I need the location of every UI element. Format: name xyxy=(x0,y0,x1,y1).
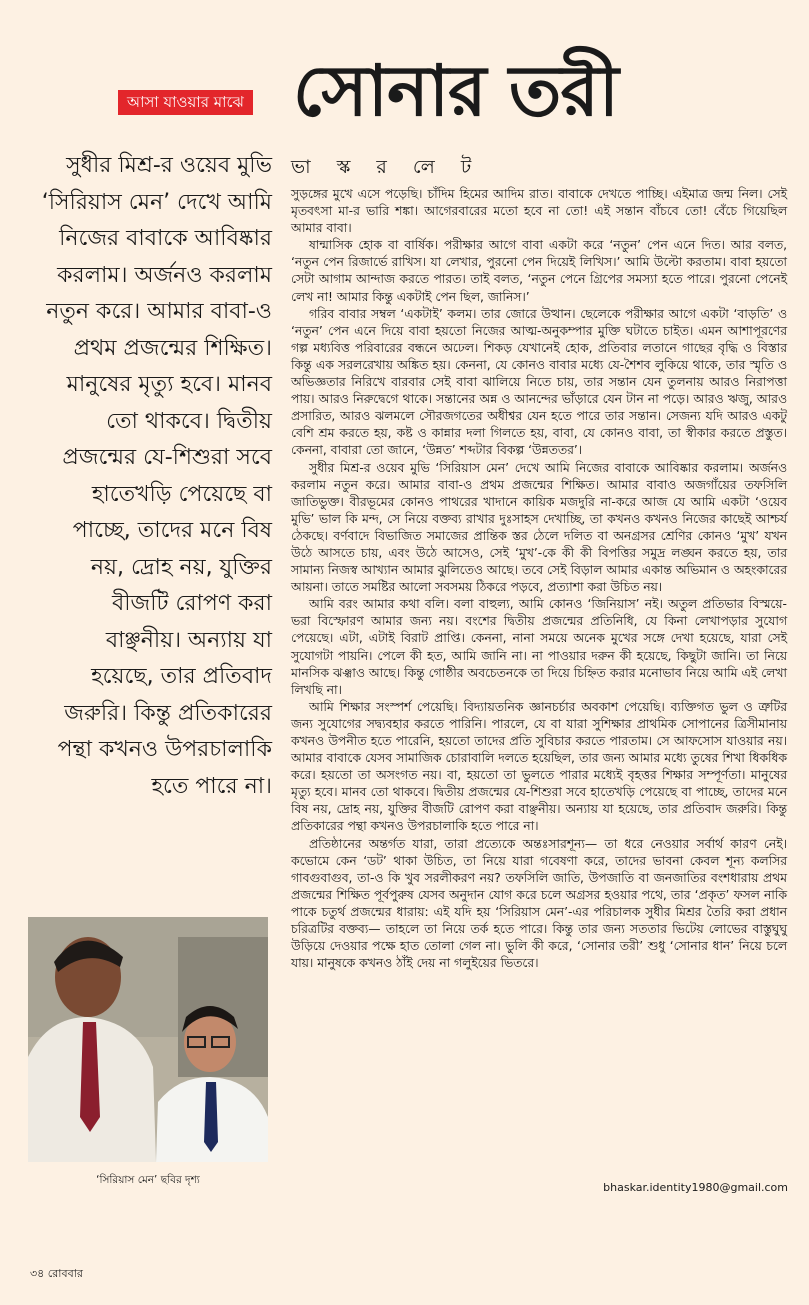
article-title: সোনার তরী xyxy=(293,49,618,132)
paragraph: ষান্মাসিক হোক বা বার্ষিক। পরীক্ষার আগে বাবা একটা করে ‘নতুন’ পেন এনে দিত। আর বলত, ‘নতুন পেন রিজার্ভে রাখিস। যা লেখার, পুরনো পেন দিয়েই লিখিস।’ আমি উল্টো করতাম। বাবা হয়তো সেটা আগাম আন্দাজ করতে পারত। তাই বলত, ‘নতুন পেনে গ্রিপের সমস্যা হতে পারে। পুরনো পেনেই লেখ না! আমার কিন্তু একটাই পেন ছিল, জানিস।’ xyxy=(291,238,787,304)
film-still-photo xyxy=(28,917,268,1162)
author-byline: ভা স্ক র লে ট xyxy=(291,156,482,178)
paragraph: সুধীর মিশ্র-র ওয়েব মুভি ‘সিরিয়াস মেন’ দেখে আমি নিজের বাবাকে আবিষ্কার করলাম। অর্জনও করলাম নতুন করে। আমার বাবা-ও প্রথম প্রজন্মের শিক্ষিত। আমার বাবাও অজগাঁয়ের তফসিলি জাতিভুক্ত। বীরভূমের কোনও পাথরের খাদানে কায়িক মজদুরি না-করে আজ যে আমি একটা ‘ওয়েব মুভি’ ভাল কি মন্দ, সে নিয়ে বক্তব্য রাখার দুঃসাহস দেখাচ্ছি, তা কখনও কখনও নিজের কাছেই আশ্চর্য ঠেকছে। বর্ণবাদে বিভাজিত সমাজের প্রান্তিক স্তর ঠেলে দলিত বা অনগ্রসর শ্রেণির কোনও ‘মুখ’ যখন উঠে আসতে চায়, এবং উঠে আসেও, সেই ‘মুখ’-কে কী কী বিপত্তির সমুদ্র লঙ্ঘন করতে হয়, তার সামান্য নিজস্ব আখ্যান আমার ঝুলিতেও আছে। তবে সেই বিড়াল আমার একান্ত অভিমান ও অহংকারের আয়না। তাতে সমষ্টির আলো সবসময় ঠিকরে পড়বে, প্রত্যাশা করা উচিত নয়। xyxy=(291,460,787,595)
section-tag: আসা যাওয়ার মাঝে xyxy=(118,90,253,115)
paragraph: সুড়ঙ্গের মুখে এসে পড়েছি। চাঁদিম হিমের আদিম রাত। বাবাকে দেখতে পাচ্ছি। এইমাত্র জন্ম নিল। সেই মৃতবৎসা মা-র ভারি শঙ্কা। আগেরবারের মতো হবে না তো! এই সন্তান বাঁচবে তো! বেঁচে গিয়েছিল আমার বাবা। xyxy=(291,187,787,236)
pull-quote: সুধীর মিশ্র-র ওয়েব মুভি ‘সিরিয়াস মেন’ দেখে আমি নিজের বাবাকে আবিষ্কার করলাম। অর্জনও করলাম নতুন করে। আমার বাবা-ও প্রথম প্রজন্মের শিক্ষিত। মানুষের মৃত্যু হবে। মানব তো থাকবে। দ্বিতীয় প্রজন্মের যে-শিশুরা সবে হাতেখড়ি পেয়েছে বা পাচ্ছে, তাদের মনে বিষ নয়, দ্রোহ নয়, যুক্তির বীজটি রোপণ করা বাঞ্ছনীয়। অন্যায় যা হয়েছে, তার প্রতিবাদ জরুরি। কিন্তু প্রতিকারের পন্থা কখনও উপরচালাকি হতে পারে না। xyxy=(41,153,272,799)
article-body xyxy=(291,186,787,972)
paragraph: আমি শিক্ষার সংস্পর্শ পেয়েছি। বিদ্যায়তনিক জ্ঞানচর্চার অবকাশ পেয়েছি। ব্যক্তিগত ভুল ও ত্রুটির জন্য সুযোগের সদ্ব্যবহার করতে পারিনি। পারলে, যে বা যারা সুশিক্ষার প্রাথমিক সোপানের ত্রিসীমানায় কখনও উপনীত হতে পারেনি, হয়তো তাদের প্রতি সুবিচার করতে পারতাম। সে আফসোস যাওয়ার নয়। আমার বাবাকে যেসব সামাজিক চোরাবালি দলতে হয়েছিল, তার জন্য আমার মধ্যে তুষের শিখা ধিকধিক করে। হয়তো তা অসংগত নয়। বা, হয়তো তা ভুলতে পারার মধ্যেই বৃহত্তর শিক্ষার সম্পূর্ণতা। মানুষের মৃত্যু হবে। মানব তো থাকবে। দ্বিতীয় প্রজন্মের যে-শিশুরা সবে হাতেখড়ি পেয়েছে বা পাচ্ছে, তাদের মনে বিষ নয়, দ্রোহ নয়, যুক্তির বীজটি রোপণ করা বাঞ্ছনীয়। অন্যায় যা হয়েছে, তার প্রতিবাদ জরুরি। কিন্তু প্রতিকারের পন্থা কখনও উপরচালাকি হতে পারে না। xyxy=(291,699,787,834)
paragraph: গরিব বাবার সম্বল ‘একটাই’ কলম। তার জোরে উত্থান। ছেলেকে পরীক্ষার আগে একটা ‘বাড়তি’ ও ‘নতুন’ পেন এনে দিয়ে বাবা হয়তো নিজের আত্ম-অনুকম্পার মুক্তি ঘটাতে চাইত। এমন আশাপূরণের গল্প মধ্যবিত্ত পরিবারের বন্ধনে অঢেল। শিকড় যেখানেই হোক, প্রতিবার লতানে গাছের বৃদ্ধি ও বিস্তার কিন্তু এক সরলরেখায় অঙ্কিত হয়। কেননা, যে কোনও বাবার মধ্যে যে-শৈশব লুকিয়ে থাকে, তার স্মৃতি ও অভিজ্ঞতার নিরিখে বারবার সেই বাবা ঝালিয়ে নিতে চায়, তার সন্তান যেন তুলনায় আরও নিরাপত্তা পায়। আরও নিরুদ্বেগে থাকে। সন্তানের অন্ন ও আনন্দের ভাঁড়ারে যেন টান না পড়ে। আরও ঋজু, আরও প্রসারিত, আরও ঝলমলে সৌরজগতের অধীশ্বর যেন হতে পারে তার সন্তান। সেজন্য যদি আরও একটু বেশি শ্রম করতে হয়, কষ্ট ও কান্নার দলা গিলতে হয়, বাবা, যে কোনও বাবা, তা স্বীকার করতে প্রস্তুত। কেননা, বাবারা তো জানে, ‘উন্নত’ শব্দটার বিকল্প ‘উন্নততর’। xyxy=(291,306,787,458)
page-folio: ৩৪ রোববার xyxy=(30,1267,83,1280)
paragraph: প্রতিষ্ঠানের অন্তর্গত যারা, তারা প্রত্যেকে অন্তঃসারশূন্য— তা ধরে নেওয়ার সর্বার্থ কারণ নেই। কভোমে কেন ‘ডট’ থাকা উচিত, তা নিয়ে যারা গবেষণা করে, তাদের ভাবনা কেবল শূন্য কলসির গাবগুবাগুব, তা-ও কি খুব সরলীকরণ নয়? তফসিলি জাতি, উপজাতি বা জনজাতির বংশধারায় প্রথম প্রজন্মের শিক্ষিত পূর্বপুরুষ যেসব অনুদান যোগ করে চলে অগ্রসর হওয়ার পথে, তার ‘প্রকৃত’ ফসল নাকি পাকে চতুর্থ প্রজন্মের ধারায়: এই যদি হয় ‘সিরিয়াস মেন’-এর পরিচালক সুধীর মিশ্রর তৈরি করা প্রধান চরিত্রটির বক্তব্য— তাহলে তা নিয়ে তর্ক হতে পারে। কিন্তু তার জন্য সততার ভিটেয় লোভের বাস্তুঘুঘু উড়িয়ে দেওয়ার পক্ষে হাত তোলা গেল না। ভুলি কী করে, ‘সোনার তরী’ শুধু ‘সোনার ধান’ নিয়ে চলে যায়। মানুষকে কখনও ঠাঁই দেয় না গলুইয়ের ভিতরে। xyxy=(291,836,787,971)
photo-caption: ‘সিরিয়াস মেন’ ছবির দৃশ্য xyxy=(96,1174,200,1186)
author-email: bhaskar.identity1980@gmail.com xyxy=(603,1181,788,1194)
paragraph: আমি বরং আমার কথা বলি। বলা বাহুল্য, আমি কোনও ‘জিনিয়াস’ নই। অতুল প্রতিভার বিস্ময়ে-ভরা বিস্ফোরণ আমার জন্য নয়। বংশের দ্বিতীয় প্রজন্মের প্রতিনিধি, যে কিনা লেখাপড়ার সুযোগ পেয়েছে। এটা, এটাই বিরাট প্রাপ্তি। কেননা, নানা সময়ে অনেক মুখের সঙ্গে দেখা হয়েছে, যারা সেই সুযোগটা পায়নি। পেলে কী হত, আমি জানি না। না পাওয়ার দরুন কী হয়েছে, কিছুটা জানি। তা নিয়ে মানসিক ঝঞ্ঝাও আছে। কিন্তু গোষ্ঠীর অবচেতনকে তা দিয়ে চিহ্নিত করার মনোভাব নিয়ে আমি এই লেখা লিখছি না। xyxy=(291,597,787,697)
